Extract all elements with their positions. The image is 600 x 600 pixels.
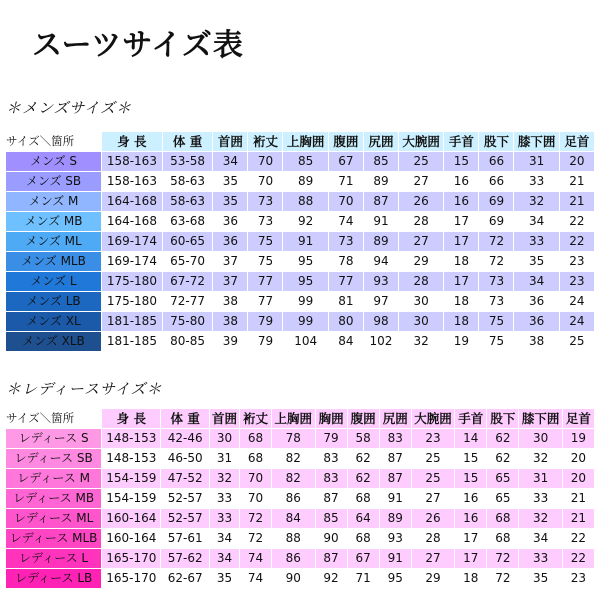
table-row: [6, 172, 594, 191]
column-header: 体 重: [161, 409, 209, 428]
table-cell: 97: [364, 292, 398, 311]
table-cell: 73: [479, 292, 513, 311]
column-header: 上胸囲: [272, 409, 314, 428]
table-cell: 169-174: [102, 252, 162, 271]
table-cell: 70: [240, 489, 271, 508]
table-cell: 35: [213, 172, 247, 191]
table-row: [6, 332, 594, 351]
table-cell: 68: [240, 449, 271, 468]
table-cell: 58: [348, 429, 379, 448]
table-cell: 73: [248, 192, 282, 211]
table-row: [6, 312, 594, 331]
table-cell: 68: [348, 529, 379, 548]
table-cell: 72: [487, 549, 518, 568]
column-header: 手首: [444, 132, 478, 151]
table-cell: 38: [213, 292, 247, 311]
table-cell: 18: [455, 569, 486, 588]
table-cell: 88: [283, 192, 327, 211]
table-cell: 37: [213, 272, 247, 291]
table-cell: 36: [213, 232, 247, 251]
table-cell: 64: [348, 509, 379, 528]
table-cell: 32: [519, 509, 561, 528]
table-cell: 80-85: [163, 332, 213, 351]
column-header: 胸囲: [316, 409, 347, 428]
table-row: [6, 449, 594, 468]
table-cell: 22: [563, 529, 594, 548]
table-cell: 81: [329, 292, 363, 311]
table-cell: 78: [329, 252, 363, 271]
table-cell: 148-153: [102, 449, 160, 468]
table-cell: 160-164: [102, 529, 160, 548]
table-row: [6, 232, 594, 251]
table-cell: 91: [380, 489, 411, 508]
table-cell: 25: [399, 152, 443, 171]
table-cell: 84: [272, 509, 314, 528]
table-cell: 15: [455, 449, 486, 468]
table-row: [6, 192, 594, 211]
table-cell: 27: [412, 549, 454, 568]
size-label: メンズ M: [6, 192, 101, 211]
table-cell: 57-62: [161, 549, 209, 568]
table-cell: 15: [455, 469, 486, 488]
table-cell: 19: [563, 429, 594, 448]
table-cell: 33: [514, 172, 558, 191]
table-row: [6, 529, 594, 548]
table-cell: 72-77: [163, 292, 213, 311]
column-header: 裄丈: [248, 132, 282, 151]
table-cell: 46-50: [161, 449, 209, 468]
table-cell: 90: [272, 569, 314, 588]
table-row: [6, 152, 594, 171]
table-cell: 63-68: [163, 212, 213, 231]
ladies-header-row: [6, 409, 594, 428]
table-cell: 28: [399, 212, 443, 231]
table-cell: 84: [329, 332, 363, 351]
column-header: 裄丈: [240, 409, 271, 428]
table-row: [6, 429, 594, 448]
table-cell: 75: [479, 312, 513, 331]
table-cell: 33: [519, 489, 561, 508]
table-cell: 104: [283, 332, 327, 351]
table-cell: 32: [399, 332, 443, 351]
table-cell: 24: [560, 312, 594, 331]
table-cell: 95: [283, 252, 327, 271]
table-row: [6, 252, 594, 271]
size-label: レディース M: [6, 469, 101, 488]
table-cell: 34: [514, 212, 558, 231]
table-cell: 25: [560, 332, 594, 351]
table-row: [6, 569, 594, 588]
table-cell: 175-180: [102, 292, 162, 311]
table-cell: 31: [210, 449, 239, 468]
column-header: 首囲: [213, 132, 247, 151]
table-cell: 93: [380, 529, 411, 548]
table-cell: 27: [412, 489, 454, 508]
table-cell: 18: [444, 292, 478, 311]
table-cell: 79: [248, 312, 282, 331]
size-label: メンズ LB: [6, 292, 101, 311]
table-cell: 22: [560, 232, 594, 251]
table-cell: 80: [329, 312, 363, 331]
mens-size-table: [5, 131, 595, 352]
table-row: [6, 212, 594, 231]
table-cell: 62: [348, 449, 379, 468]
table-cell: 181-185: [102, 312, 162, 331]
table-cell: 154-159: [102, 489, 160, 508]
column-header: 尻囲: [380, 409, 411, 428]
table-cell: 75: [248, 252, 282, 271]
table-cell: 62: [487, 429, 518, 448]
table-cell: 21: [563, 489, 594, 508]
size-label: レディース LB: [6, 569, 101, 588]
table-cell: 95: [283, 272, 327, 291]
size-label: メンズ ML: [6, 232, 101, 251]
table-cell: 92: [283, 212, 327, 231]
table-cell: 32: [514, 192, 558, 211]
table-cell: 31: [514, 152, 558, 171]
table-cell: 66: [479, 152, 513, 171]
table-cell: 82: [272, 449, 314, 468]
table-cell: 42-46: [161, 429, 209, 448]
table-cell: 85: [364, 152, 398, 171]
table-cell: 79: [316, 429, 347, 448]
table-cell: 52-57: [161, 509, 209, 528]
table-cell: 25: [412, 449, 454, 468]
table-cell: 65: [487, 469, 518, 488]
table-cell: 29: [412, 569, 454, 588]
table-cell: 62-67: [161, 569, 209, 588]
table-cell: 26: [412, 509, 454, 528]
table-cell: 33: [210, 509, 239, 528]
size-label: レディース ML: [6, 509, 101, 528]
table-cell: 87: [364, 192, 398, 211]
table-cell: 22: [560, 212, 594, 231]
table-cell: 89: [364, 172, 398, 191]
table-cell: 68: [348, 489, 379, 508]
table-cell: 15: [444, 152, 478, 171]
column-header: 首囲: [211, 411, 237, 426]
table-cell: 68: [487, 529, 518, 548]
table-cell: 175-180: [102, 272, 162, 291]
table-cell: 38: [213, 312, 247, 331]
table-cell: 25: [412, 469, 454, 488]
table-cell: 98: [364, 312, 398, 331]
size-label: メンズ MLB: [6, 252, 101, 271]
table-cell: 21: [563, 509, 594, 528]
table-cell: 14: [455, 429, 486, 448]
table-cell: 91: [364, 212, 398, 231]
table-cell: 32: [519, 449, 561, 468]
size-label: メンズ L: [6, 272, 101, 291]
table-cell: 16: [455, 509, 486, 528]
table-cell: 85: [316, 509, 347, 528]
column-header: 大腕囲: [412, 409, 454, 428]
table-cell: 158-163: [102, 152, 162, 171]
table-cell: 70: [248, 152, 282, 171]
table-cell: 75: [248, 232, 282, 251]
table-cell: 99: [283, 292, 327, 311]
table-cell: 58-63: [163, 172, 213, 191]
table-row: [6, 272, 594, 291]
table-cell: 72: [487, 569, 518, 588]
table-cell: 71: [329, 172, 363, 191]
table-cell: 36: [514, 312, 558, 331]
column-header: 膝下囲: [514, 132, 558, 151]
table-cell: 70: [240, 469, 271, 488]
table-cell: 74: [240, 569, 271, 588]
table-cell: 32: [210, 469, 239, 488]
table-cell: 36: [213, 212, 247, 231]
table-cell: 71: [348, 569, 379, 588]
column-header: 身 長: [102, 409, 160, 428]
table-cell: 102: [364, 332, 398, 351]
table-row: [6, 489, 594, 508]
column-header: 尻囲: [364, 132, 398, 151]
table-cell: 30: [399, 292, 443, 311]
header-corner: サイズ＼箇所: [6, 132, 101, 151]
table-cell: 17: [444, 272, 478, 291]
table-cell: 95: [380, 569, 411, 588]
table-cell: 77: [329, 272, 363, 291]
table-cell: 37: [213, 252, 247, 271]
table-cell: 72: [240, 529, 271, 548]
size-label: メンズ XL: [6, 312, 101, 331]
table-cell: 22: [563, 549, 594, 568]
table-cell: 169-174: [102, 232, 162, 251]
mens-section-title: ＊メンズサイズ＊: [6, 99, 133, 117]
table-cell: 86: [272, 549, 314, 568]
table-cell: 72: [240, 509, 271, 528]
column-header: 股下: [479, 132, 513, 151]
table-cell: 16: [444, 172, 478, 191]
table-cell: 17: [455, 549, 486, 568]
table-cell: 65-70: [163, 252, 213, 271]
table-cell: 29: [399, 252, 443, 271]
table-cell: 87: [380, 449, 411, 468]
table-cell: 17: [455, 529, 486, 548]
table-cell: 60-65: [163, 232, 213, 251]
page-title: スーツサイズ表: [32, 28, 244, 63]
column-header: 手首: [455, 409, 486, 428]
table-cell: 30: [210, 429, 239, 448]
table-cell: 78: [272, 429, 314, 448]
table-cell: 67-72: [163, 272, 213, 291]
table-cell: 73: [479, 272, 513, 291]
table-cell: 164-168: [102, 212, 162, 231]
table-cell: 165-170: [102, 549, 160, 568]
table-cell: 73: [329, 232, 363, 251]
table-cell: 57-61: [161, 529, 209, 548]
table-cell: 72: [479, 232, 513, 251]
column-header: 体 重: [163, 132, 213, 151]
table-cell: 34: [514, 272, 558, 291]
table-cell: 89: [283, 172, 327, 191]
table-cell: 30: [399, 312, 443, 331]
size-label: メンズ MB: [6, 212, 101, 231]
table-cell: 77: [248, 292, 282, 311]
table-cell: 89: [380, 509, 411, 528]
table-cell: 36: [514, 292, 558, 311]
table-cell: 19: [444, 332, 478, 351]
table-cell: 34: [210, 549, 239, 568]
table-cell: 47-52: [161, 469, 209, 488]
table-cell: 21: [560, 192, 594, 211]
table-cell: 17: [444, 232, 478, 251]
header-corner: サイズ＼箇所: [6, 409, 101, 428]
table-cell: 67: [348, 549, 379, 568]
table-row: [6, 509, 594, 528]
table-cell: 26: [399, 192, 443, 211]
table-cell: 39: [213, 332, 247, 351]
size-label: レディース SB: [6, 449, 101, 468]
table-cell: 164-168: [102, 192, 162, 211]
column-header: 腹囲: [329, 132, 363, 151]
table-cell: 23: [560, 252, 594, 271]
table-cell: 65: [487, 489, 518, 508]
table-row: [6, 469, 594, 488]
table-cell: 17: [444, 212, 478, 231]
table-cell: 74: [329, 212, 363, 231]
table-cell: 70: [329, 192, 363, 211]
table-cell: 68: [487, 509, 518, 528]
column-header: 股下: [487, 409, 518, 428]
table-cell: 86: [272, 489, 314, 508]
table-cell: 75-80: [163, 312, 213, 331]
table-cell: 35: [210, 569, 239, 588]
table-cell: 87: [316, 549, 347, 568]
table-cell: 34: [210, 529, 239, 548]
table-cell: 16: [444, 192, 478, 211]
table-cell: 53-58: [163, 152, 213, 171]
table-cell: 90: [316, 529, 347, 548]
table-cell: 33: [519, 549, 561, 568]
table-cell: 70: [248, 172, 282, 191]
table-cell: 18: [444, 252, 478, 271]
table-cell: 87: [380, 469, 411, 488]
table-cell: 93: [364, 272, 398, 291]
size-label: レディース S: [6, 429, 101, 448]
size-label: メンズ XLB: [6, 332, 101, 351]
table-cell: 35: [514, 252, 558, 271]
table-cell: 62: [487, 449, 518, 468]
table-cell: 67: [329, 152, 363, 171]
table-cell: 94: [364, 252, 398, 271]
table-cell: 154-159: [102, 469, 160, 488]
table-cell: 62: [348, 469, 379, 488]
table-row: [6, 549, 594, 568]
table-cell: 83: [316, 449, 347, 468]
table-cell: 31: [519, 469, 561, 488]
table-cell: 79: [248, 332, 282, 351]
table-cell: 20: [563, 449, 594, 468]
table-cell: 23: [412, 429, 454, 448]
table-cell: 30: [519, 429, 561, 448]
table-cell: 83: [316, 469, 347, 488]
table-cell: 21: [560, 172, 594, 191]
table-cell: 23: [560, 272, 594, 291]
table-cell: 20: [563, 469, 594, 488]
ladies-size-table: [5, 408, 595, 589]
table-cell: 33: [210, 489, 239, 508]
column-header: 大腕囲: [399, 132, 443, 151]
table-cell: 23: [563, 569, 594, 588]
column-header: 足首: [560, 132, 594, 151]
table-cell: 52-57: [161, 489, 209, 508]
table-cell: 66: [479, 172, 513, 191]
table-cell: 16: [455, 489, 486, 508]
table-cell: 38: [514, 332, 558, 351]
table-cell: 34: [213, 152, 247, 171]
table-cell: 20: [560, 152, 594, 171]
size-label: レディース L: [6, 549, 101, 568]
table-cell: 68: [240, 429, 271, 448]
table-cell: 91: [283, 232, 327, 251]
mens-header-row: [6, 132, 594, 151]
table-cell: 35: [213, 192, 247, 211]
table-cell: 69: [479, 192, 513, 211]
table-cell: 35: [519, 569, 561, 588]
table-cell: 88: [272, 529, 314, 548]
table-cell: 27: [399, 172, 443, 191]
table-cell: 74: [240, 549, 271, 568]
column-header: 足首: [563, 409, 594, 428]
table-cell: 87: [316, 489, 347, 508]
table-cell: 99: [283, 312, 327, 331]
table-row: [6, 292, 594, 311]
table-cell: 28: [399, 272, 443, 291]
table-cell: 89: [364, 232, 398, 251]
table-cell: 160-164: [102, 509, 160, 528]
table-cell: 18: [444, 312, 478, 331]
size-label: レディース MB: [6, 489, 101, 508]
size-label: レディース MLB: [6, 529, 101, 548]
table-cell: 27: [399, 232, 443, 251]
table-cell: 165-170: [102, 569, 160, 588]
column-header: 上胸囲: [283, 132, 327, 151]
table-cell: 34: [519, 529, 561, 548]
table-cell: 75: [479, 332, 513, 351]
table-cell: 158-163: [102, 172, 162, 191]
table-cell: 82: [272, 469, 314, 488]
table-cell: 181-185: [102, 332, 162, 351]
table-cell: 69: [479, 212, 513, 231]
table-cell: 91: [380, 549, 411, 568]
column-header: 膝下囲: [519, 409, 561, 428]
column-header: 身 長: [102, 132, 162, 151]
table-cell: 92: [316, 569, 347, 588]
size-label: メンズ S: [6, 152, 101, 171]
table-cell: 28: [412, 529, 454, 548]
table-cell: 73: [248, 212, 282, 231]
table-cell: 85: [283, 152, 327, 171]
table-cell: 72: [479, 252, 513, 271]
size-label: メンズ SB: [6, 172, 101, 191]
table-cell: 24: [560, 292, 594, 311]
ladies-section-title: ＊レディースサイズ＊: [6, 380, 163, 398]
table-cell: 83: [380, 429, 411, 448]
table-cell: 33: [514, 232, 558, 251]
column-header: 腹囲: [348, 409, 379, 428]
table-cell: 58-63: [163, 192, 213, 211]
table-cell: 148-153: [102, 429, 160, 448]
table-cell: 77: [248, 272, 282, 291]
